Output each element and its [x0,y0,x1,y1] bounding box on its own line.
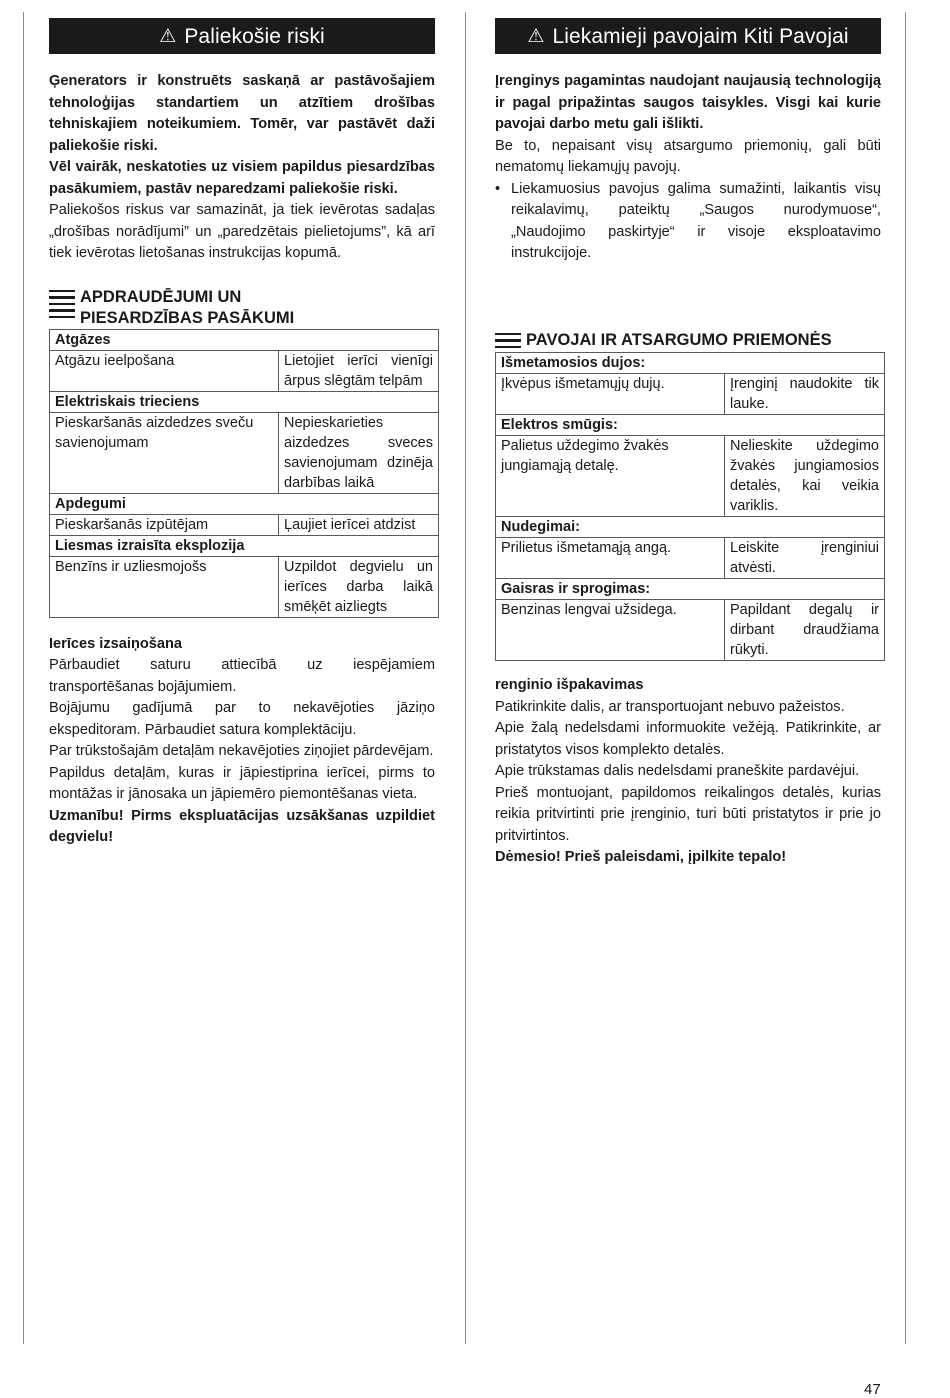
table-category: Liesmas izraisīta eksplozija [50,535,439,556]
table-hazard-cell: Prilietus išmetamąją angą. [496,538,725,579]
table-hazard-cell: Palietus uždegimo žvakės jungiamąją detalę. [496,436,725,517]
left-section-title-line2: PIESARDZĪBAS PASĀKUMI [80,308,295,327]
left-banner-title: Paliekošie riski [184,24,325,48]
table-category: Nudegimai: [496,517,885,538]
left-section-heading [49,287,435,329]
left-section-title-line1: APDRAUDĒJUMI UN [80,287,242,306]
table-measure-cell: Nepieskarieties aizdedzes sveces savienojumam dzinēja darbības laikā [279,412,439,493]
table-measure-cell: Ļaujiet ierīcei atdzist [279,514,439,535]
left-unpack-title: Ierīces izsaiņošana [49,635,183,652]
right-bullet-text: Liekamuosius pavojus galima sumažinti, laikantis visų reikalavimų, pateiktų „Saugos nurodymuose“, „Naudojimo paskirtyje“ ir visoje eksploatavimo instrukcijoje. [511,180,881,261]
table-measure-cell: Nelieskite uždegimo žvakės jungiamosios detalės, kai veikia variklis. [725,436,885,517]
left-unpack-p1: Pārbaudiet saturu attiecībā uz iespējamiem transportēšanas bojājumiem. [49,657,435,695]
warning-triangle-icon: ⚠ [159,25,177,47]
table-hazard-cell: Benzinas lengvai užsidega. [496,600,725,661]
table-category: Atgāzes [50,329,439,350]
warning-triangle-icon: ⚠ [527,25,545,47]
right-section-heading [495,330,881,353]
table-measure-cell: Uzpildot degvielu un ierīces darba laikā smēķēt aizliegts [279,556,439,617]
right-banner [495,18,881,54]
right-unpack-p3: Apie trūkstamas dalis nedelsdami praneškite pardavėjui. [495,763,860,779]
left-intro-bold-2: Vēl vairāk, neskatoties uz visiem papildus piesardzības pasākumiem, pastāv neparedzami paliekošie riski. [49,159,435,197]
table-measure-cell: Papildant degalų ir dirbant draudžiama rūkyti. [725,600,885,661]
right-hazard-table [495,352,885,661]
left-column [49,18,435,849]
page-number: 47 [864,1381,881,1398]
right-intro-normal: Be to, nepaisant visų atsargumo priemonių, gali būti nematomų liekamųjų pavojų. [495,137,881,175]
table-category: Elektros smūgis: [496,415,885,436]
table-hazard-cell: Benzīns ir uzliesmojošs [50,556,279,617]
left-margin-rule [23,12,24,1344]
table-measure-cell: Leiskite įrenginiui atvėsti. [725,538,885,579]
table-category: Apdegumi [50,493,439,514]
left-unpack-p2: Bojājumu gadījumā par to nekavējoties jāziņo ekspeditoram. Pārbaudiet satura komplektāciju. [49,700,435,738]
right-unpack-title: renginio išpakavimas [495,677,644,693]
right-bullet-item [495,179,881,265]
table-category: Išmetamosios dujos: [496,353,885,374]
table-category: Gaisras ir sprogimas: [496,579,885,600]
table-measure-cell: Lietojiet ierīci vienīgi ārpus slēgtām telpām [279,350,439,391]
right-unpack-p1: Patikrinkite dalis, ar transportuojant nebuvo pažeistos. [495,698,845,715]
column-divider-rule [465,12,466,1344]
left-unpack-p3: Par trūkstošajām detaļām nekavējoties ziņojiet pārdevējam. [49,743,434,759]
table-hazard-cell: Pieskaršanās izpūtējam [50,514,279,535]
left-hazard-table [49,329,439,618]
right-unpack-warning: Dėmesio! Prieš paleisdami, įpilkite tepalo! [495,849,787,865]
left-unpack-p4: Papildus detaļām, kuras ir jāpiestiprina ierīcei, pirms to montāžas ir jānosaka un jāpiemēro piemontēšanas vieta. [49,764,435,802]
menu-lines-icon [49,290,75,323]
menu-lines-icon [495,333,521,353]
table-hazard-cell: Atgāzu ieelpošana [50,350,279,391]
table-category: Elektriskais trieciens [50,391,439,412]
right-section-title: PAVOJAI IR ATSARGUMO PRIEMONĖS [526,330,832,349]
table-hazard-cell: Pieskaršanās aizdedzes sveču savienojumam [50,412,279,493]
right-intro-bold: Įrenginys pagamintas naudojant naujausią technologiją ir pagal pripažintas saugos taisykles. Visgi kai kurie pavojai darbo metu gali išlikti. [495,73,881,132]
right-banner-title: Liekamieji pavojaim Kiti Pavojai [552,24,849,48]
right-unpack-p2: Apie žalą nedelsdami informuokite vežėją. Patikrinkite, ar pristatytos visos komplekto detalės. [495,720,881,758]
table-measure-cell: Įrenginį naudokite tik lauke. [725,374,885,415]
right-unpack-p4: Prieš montuojant, papildomos reikalingos detalės, kurias reikia pritvirtinti prie įrenginio, turi būti pristatytos ir prie jo pritvirtintos. [495,784,881,844]
left-banner [49,18,435,54]
right-column [495,18,881,869]
left-intro-normal: Paliekošos riskus var samazināt, ja tiek ievērotas sadaļas „drošības norādījumi” un „paredzētais pielietojums”, kā arī tiek ievērotas lietošanas instrukcijas kopumā. [49,202,435,261]
left-unpack-warning: Uzmanību! Pirms ekspluatācijas uzsākšanas uzpildiet degvielu! [49,807,435,845]
left-intro-bold: Ģenerators ir konstruēts saskaņā ar pastāvošajiem tehnoloģijas standartiem un atzītiem drošības tehniskajiem noteikumiem. Tomēr, var pastāvēt daži paliekošie riski. [49,73,435,154]
right-margin-rule [905,12,906,1344]
bullet-marker: • [495,180,501,197]
table-hazard-cell: Įkvėpus išmetamųjų dujų. [496,374,725,415]
